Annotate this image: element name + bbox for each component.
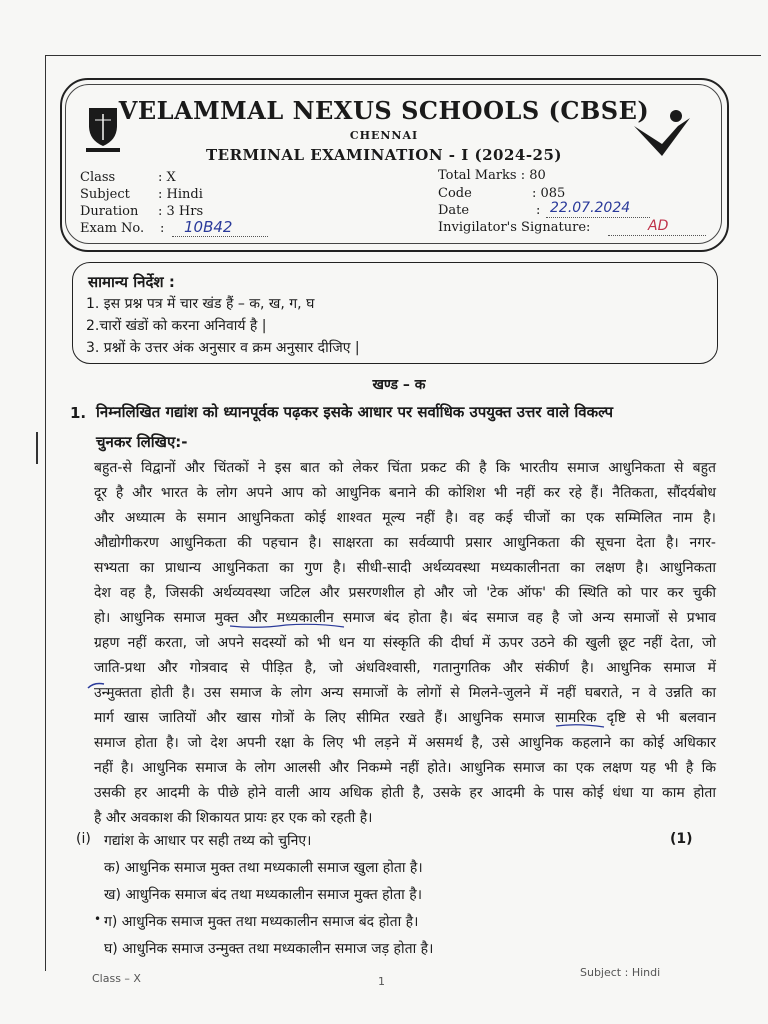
option-gha: घ) आधुनिक समाज उन्मुक्त तथा मध्यकालीन समाज जड़ होता है। <box>104 941 434 957</box>
class-label: Class <box>80 170 116 185</box>
code-label: Code <box>438 186 472 201</box>
exam-no-value: 10B42 <box>184 218 233 236</box>
total-marks: Total Marks : 80 <box>438 168 546 183</box>
passage-line: ग्रहण नहीं करता, जो अपने सदस्यों को भी धन या संस्कृति की दीर्घा में ऊपर उठने की खुली छूट नहीं देता, जो <box>94 635 716 651</box>
date-underline <box>546 217 650 218</box>
option-mark: • <box>94 912 102 926</box>
passage-line: जाति-प्रथा और गोत्रवाद से पीड़ित है, जो अंधविश्वासी, गतानुगतिक और संकीर्ण है। आधुनिक समाज में <box>94 660 716 676</box>
pen-underline <box>554 722 606 730</box>
footer-page-number: 1 <box>378 975 385 988</box>
duration-value: : 3 Hrs <box>158 204 204 219</box>
question-number: 1. <box>70 404 87 422</box>
passage-line: दूर है और भारत के लोग अपने आप को आधुनिक बनाने की कोशिश भी नहीं कर रहे हैं। नैतिकता, सौंदर्यबोध <box>94 485 716 501</box>
exam-no-underline <box>172 236 268 237</box>
option-kha: ख) आधुनिक समाज बंद तथा मध्यकालीन समाज मुक्त होता है। <box>104 887 422 903</box>
pen-tick-mark <box>86 678 106 694</box>
question-text-cont: चुनकर लिखिए:- <box>96 433 188 451</box>
passage-line: सभ्यता का प्राधान्य आधुनिकता का गुण है। सीधी-सादी अर्थव्यवस्था मध्यकालीनता का लक्षण है। आधुनिकता <box>94 560 716 576</box>
date-value: 22.07.2024 <box>550 200 631 216</box>
passage-line: देश वह है, जिसकी अर्थव्यवस्था जटिल और प्रसरणशील हो और जो 'टेक ऑफ' की स्थिति को पार कर चुकी <box>94 585 716 601</box>
passage-line: और अध्यात्म के समान आधुनिकता कोई शाश्वत मूल्य नहीं है। वह कई चीजों का एक सम्मिलित नाम है। <box>94 510 716 526</box>
invigilator-underline <box>608 235 706 236</box>
school-name: VELAMMAL NEXUS SCHOOLS (CBSE) <box>118 96 650 125</box>
exam-no-separator: : <box>160 221 165 236</box>
sub-question-marks: (1) <box>670 831 693 847</box>
date-separator: : <box>536 203 541 218</box>
passage-line: है और अवकाश की शिकायत प्रायः हर एक को रहती है। <box>94 810 373 826</box>
subject-label: Subject <box>80 187 130 202</box>
passage-line: समाज होता है। जो देश अपनी रक्षा के लिए भी लड़ने में असमर्थ है, उसे आधुनिक कहलाने का कोई अधिकार <box>94 735 716 751</box>
passage-line: नहीं है। आधुनिक समाज के लोग आलसी और निकम्मे नहीं होते। आधुनिक समाज का एक लक्षण यह भी है कि <box>94 760 716 776</box>
exam-no-label: Exam No. <box>80 221 145 236</box>
pen-underline <box>228 622 346 630</box>
passage-line: बहुत-से विद्वानों और चिंतकों ने इस बात को लेकर चिंता प्रकट की है कि भारतीय समाज आधुनिकता से बहुत <box>94 460 716 476</box>
instruction-item: 2.चारों खंडों को करना अनिवार्य है | <box>86 318 267 334</box>
instructions-title: सामान्य निर्देश : <box>88 273 175 291</box>
instruction-item: 3. प्रश्नों के उत्तर अंक अनुसार व क्रम अनुसार दीजिए | <box>86 340 360 356</box>
instruction-item: 1. इस प्रश्न पत्र में चार खंड हैं – क, ख, ग, घ <box>86 296 315 312</box>
question-text: निम्नलिखित गद्यांश को ध्यानपूर्वक पढ़कर इसके आधार पर सर्वाधिक उपयुक्त उत्तर वाले विकल्प <box>96 403 614 421</box>
option-ga: ग) आधुनिक समाज मुक्त तथा मध्यकालीन समाज बंद होता है। <box>104 914 419 930</box>
code-value: : 085 <box>532 186 566 201</box>
passage-line: हो। आधुनिक समाज मुक्त और मध्यकालीन समाज बंद होता है। बंद समाज वह है जो अन्य समाजों से प्रभाव <box>94 610 716 626</box>
passage-line: उन्मुक्तता होती है। उस समाज के लोग अन्य समाजों के लोगों से मिलने-जुलने में नहीं घबराते, न वे उन्नति का <box>94 685 716 701</box>
option-ka: क) आधुनिक समाज मुक्त तथा मध्यकाली समाज खुला होता है। <box>104 860 423 876</box>
sub-question-text: गद्यांश के आधार पर सही तथ्य को चुनिए। <box>104 833 312 849</box>
passage-line: मार्ग खास जातियों और खास गोत्रों के लिए सीमित रखते हैं। आधुनिक समाज सामरिक दृष्टि से भी बलवान <box>94 710 716 726</box>
subject-value: : Hindi <box>158 187 203 202</box>
footer-subject: Subject : Hindi <box>580 966 661 979</box>
exam-title: TERMINAL EXAMINATION - I (2024-25) <box>205 146 563 164</box>
footer-class: Class – X <box>92 972 141 985</box>
sub-question-number: (i) <box>76 831 91 847</box>
invigilator-label: Invigilator's Signature: <box>438 220 591 235</box>
section-title: खण्ड – क <box>372 377 426 393</box>
school-city: CHENNAI <box>349 129 419 142</box>
class-value: : X <box>158 170 176 185</box>
date-label: Date <box>438 203 470 218</box>
invigilator-signature: AD <box>648 218 669 234</box>
passage-line: उसकी हर आदमी के पीछे होने वाली आय अधिक होती है, उसके हर आदमी के पास कोई धंधा या काम होता <box>94 785 716 801</box>
margin-pen-mark <box>36 432 38 464</box>
passage-line: औद्योगीकरण आधुनिकता की पहचान है। साक्षरता का सर्वव्यापी प्रसार आधुनिकता की सूचना देता है। नगर- <box>94 535 716 551</box>
duration-label: Duration <box>80 204 139 219</box>
